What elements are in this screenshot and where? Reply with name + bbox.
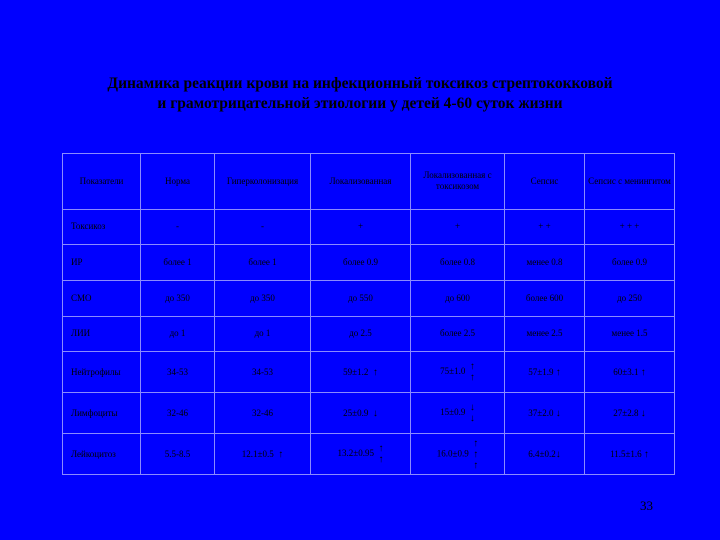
double-arrow-up-icon: ↑ ↑ [378, 443, 384, 466]
table-cell [585, 393, 675, 434]
table-cell: менее 1.5 [585, 316, 675, 352]
arrow-up-icon: ↑ [640, 366, 646, 378]
table-cell [411, 393, 505, 434]
header-cell: Локализованная [311, 154, 411, 210]
table-cell: менее 2.5 [505, 316, 585, 352]
row-label: Нейтрофилы [63, 352, 141, 393]
cell-value: 13.2±0.95 [337, 448, 374, 459]
blood-reaction-table [62, 153, 675, 475]
cell-value: 75±1.0 [440, 366, 466, 377]
table-cell: более 600 [505, 280, 585, 316]
cell-value: 25±0.9 [343, 407, 369, 418]
cell-value: 16.0±0.9 [436, 448, 469, 459]
table-cell [311, 434, 411, 475]
table-cell: до 1 [141, 316, 215, 352]
double-arrow-down-icon: ↓ ↓ [469, 402, 475, 425]
table-cell: до 350 [141, 280, 215, 316]
row-label: Токсикоз [63, 209, 141, 245]
table-cell: более 0.8 [411, 245, 505, 281]
header-cell: Гиперколонизация [215, 154, 311, 210]
table-cell: более 1 [141, 245, 215, 281]
cell-value: 6.4±0.2 [528, 448, 556, 459]
cell-value: 27±2.8 [613, 407, 639, 418]
header-cell: Локализованная с токсикозом [411, 154, 505, 210]
arrow-up-icon: ↑ [372, 366, 378, 378]
table-cell [411, 434, 505, 475]
table-cell: менее 0.8 [505, 245, 585, 281]
title-line-2: и грамотрицательной этиологии у детей 4-60 суток жизни [157, 95, 563, 112]
table-cell: + [411, 209, 505, 245]
table-row [63, 352, 675, 393]
table-cell: - [215, 209, 311, 245]
table-cell: до 1 [215, 316, 311, 352]
table-cell: до 2.5 [311, 316, 411, 352]
table-cell: до 250 [585, 280, 675, 316]
double-arrow-up-icon: ↑ ↑ [469, 361, 475, 384]
table-cell: более 0.9 [585, 245, 675, 281]
table-cell: более 0.9 [311, 245, 411, 281]
table-cell [505, 434, 585, 475]
cell-value: 12.1±0.5 [241, 448, 274, 459]
cell-value: 37±2.0 [528, 407, 554, 418]
arrow-down-icon: ↓ [640, 407, 646, 419]
table-cell [585, 434, 675, 475]
row-label: СМО [63, 280, 141, 316]
table-cell: до 600 [411, 280, 505, 316]
table-cell: более 2.5 [411, 316, 505, 352]
arrow-up-icon: ↑ [278, 448, 284, 460]
table-cell: до 350 [215, 280, 311, 316]
table-row [63, 280, 675, 316]
row-label: ЛИИ [63, 316, 141, 352]
arrow-down-icon: ↓ [555, 448, 561, 460]
table-row [63, 209, 675, 245]
table-cell: + + [505, 209, 585, 245]
table-row [63, 393, 675, 434]
header-cell: Норма [141, 154, 215, 210]
table-cell: более 1 [215, 245, 311, 281]
cell-value: 11.5±1.6 [610, 448, 642, 459]
table-cell: 34-53 [141, 352, 215, 393]
table-cell [585, 352, 675, 393]
arrow-up-icon: ↑ [643, 448, 649, 460]
table-cell: - [141, 209, 215, 245]
table-row [63, 245, 675, 281]
title-line-1: Динамика реакции крови на инфекционный токсикоз стрептококковой [107, 75, 613, 92]
table-row [63, 316, 675, 352]
table-cell [215, 434, 311, 475]
table-cell: 5.5-8.5 [141, 434, 215, 475]
table-cell: + [311, 209, 411, 245]
table-cell: 32-46 [215, 393, 311, 434]
table-cell: до 550 [311, 280, 411, 316]
row-label: Лимфоциты [63, 393, 141, 434]
table-cell [311, 393, 411, 434]
table-cell: 32-46 [141, 393, 215, 434]
cell-value: 60±3.1 [613, 366, 639, 377]
slide-title [30, 74, 690, 114]
arrow-up-icon: ↑ [555, 366, 561, 378]
header-cell: Сепсис [505, 154, 585, 210]
table-cell: 34-53 [215, 352, 311, 393]
arrow-down-icon: ↓ [372, 407, 378, 419]
header-cell: Показатели [63, 154, 141, 210]
table-cell [411, 352, 505, 393]
row-label: Лейкоцитоз [63, 434, 141, 475]
cell-value: 57±1.9 [528, 366, 554, 377]
arrow-down-icon: ↓ [555, 407, 561, 419]
page-number: 33 [640, 498, 653, 513]
header-cell: Сепсис с менингитом [585, 154, 675, 210]
table-cell [505, 352, 585, 393]
table-header-row [63, 154, 675, 210]
table-row [63, 434, 675, 475]
cell-value: 15±0.9 [440, 407, 466, 418]
table-cell [505, 393, 585, 434]
cell-value: 59±1.2 [343, 366, 369, 377]
triple-arrow-up-icon: ↑ ↑ ↑ [473, 437, 479, 471]
table-cell [311, 352, 411, 393]
table-cell: + + + [585, 209, 675, 245]
row-label: ИР [63, 245, 141, 281]
